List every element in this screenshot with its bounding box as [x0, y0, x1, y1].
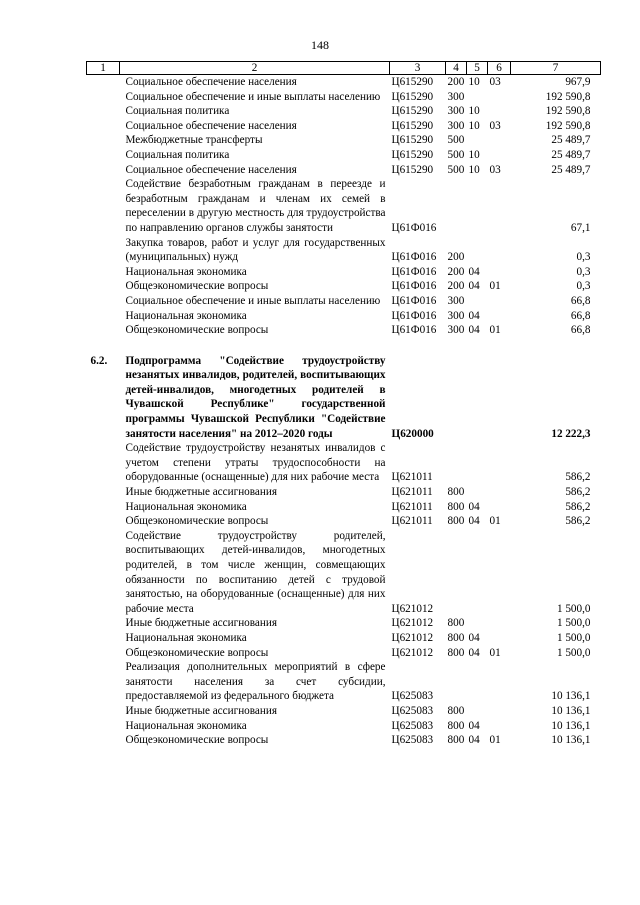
- row-name: Общеэкономические вопросы: [125, 646, 269, 659]
- row-col5: 04: [468, 265, 480, 278]
- row-amount: 10 136,1: [551, 704, 591, 717]
- row-col6: 03: [489, 163, 501, 176]
- row-col6: [488, 529, 511, 617]
- row-col5: 04: [468, 515, 480, 528]
- row-name: Национальная экономика: [125, 265, 247, 278]
- row-name: Общеэкономические вопросы: [125, 280, 269, 293]
- row-name: Национальная экономика: [125, 309, 247, 322]
- row-col5: 04: [468, 631, 480, 644]
- table-row: [87, 500, 601, 515]
- row-index: [87, 309, 120, 324]
- row-index: [87, 529, 120, 617]
- table-row: [87, 719, 601, 734]
- row-col5: 10: [468, 76, 480, 88]
- spacer-cell: [488, 338, 511, 354]
- row-col4: [446, 529, 467, 617]
- table-row: [87, 704, 601, 719]
- row-col5: [467, 294, 488, 309]
- row-col6: [488, 441, 511, 485]
- row-col6: 01: [489, 280, 501, 293]
- row-name: Подпрограмма "Содействие трудоустройству незанятых инвалидов, родителей, воспитывающих детей-инвалидов, многодетных родителей в Чувашской Республике" государственной программы Чувашской Республики "Содействие занятости населения" на 2012–2020 годы: [125, 354, 386, 440]
- row-amount: 66,8: [570, 294, 591, 307]
- table-row: [87, 148, 601, 163]
- spacer-cell: [511, 338, 601, 354]
- row-col5: [467, 354, 488, 442]
- row-col6: [488, 148, 511, 163]
- table-row: [87, 323, 601, 338]
- row-code: Ц61Ф016: [391, 265, 437, 278]
- row-col4: 800: [447, 515, 465, 528]
- row-col4: 800: [447, 646, 465, 659]
- row-code: Ц625083: [391, 719, 434, 732]
- row-code: Ц61Ф016: [391, 251, 437, 264]
- row-col4: 300: [447, 90, 465, 103]
- row-col4: 800: [447, 617, 465, 630]
- row-name: Общеэкономические вопросы: [125, 515, 269, 528]
- row-col6: 01: [489, 646, 501, 659]
- row-index: [87, 719, 120, 734]
- row-index: [87, 163, 120, 178]
- row-col4: 200: [447, 251, 465, 264]
- header-col-2: 2: [120, 62, 390, 75]
- row-code: Ц61Ф016: [391, 280, 437, 293]
- row-amount: 66,8: [570, 309, 591, 322]
- row-col4: 200: [447, 76, 465, 88]
- row-col4: 300: [447, 294, 465, 307]
- row-col4: 800: [447, 719, 465, 732]
- row-code: Ц61Ф016: [391, 324, 437, 337]
- row-col4: 800: [447, 734, 465, 747]
- row-col6: [488, 177, 511, 235]
- row-amount: 586,2: [565, 515, 591, 528]
- row-amount: 0,3: [576, 251, 591, 264]
- table-row: [87, 90, 601, 105]
- row-col4: [446, 660, 467, 704]
- row-name: Реализация дополнительных мероприятий в сфере занятости населения за счет субсидии, предоставляемой из федерального бюджета: [125, 661, 386, 703]
- table-row: [87, 660, 601, 704]
- row-amount: 1 500,0: [556, 602, 591, 615]
- row-name: Социальное обеспечение и иные выплаты населению: [125, 294, 381, 307]
- row-amount: 1 500,0: [556, 631, 591, 644]
- row-col6: [488, 485, 511, 500]
- table-row: [87, 485, 601, 500]
- spacer-cell: [120, 338, 390, 354]
- row-col4: 500: [447, 148, 465, 161]
- row-index: [87, 294, 120, 309]
- row-index: [87, 90, 120, 105]
- row-col4: [446, 441, 467, 485]
- header-col-3: 3: [390, 62, 446, 75]
- row-amount: 10 136,1: [551, 719, 591, 732]
- row-col6: [488, 133, 511, 148]
- header-col-7: 7: [511, 62, 601, 75]
- row-col4: 800: [447, 500, 465, 513]
- row-name: Общеэкономические вопросы: [125, 324, 269, 337]
- table-row: [87, 294, 601, 309]
- row-code: Ц625083: [391, 734, 434, 747]
- row-col4: 300: [447, 119, 465, 132]
- table-row: [87, 514, 601, 529]
- row-code: Ц625083: [391, 704, 434, 717]
- table-row: [87, 236, 601, 265]
- table-row: [87, 75, 601, 90]
- row-name: Иные бюджетные ассигнования: [125, 486, 277, 499]
- row-amount: 192 590,8: [545, 105, 591, 118]
- row-index: [87, 75, 120, 90]
- row-code: Ц61Ф016: [391, 309, 437, 322]
- row-index: [87, 616, 120, 631]
- row-name: Социальная политика: [125, 105, 230, 118]
- row-col5: [467, 236, 488, 265]
- row-col6: [488, 719, 511, 734]
- row-col5: 04: [468, 309, 480, 322]
- table-row: [87, 163, 601, 178]
- budget-table: [86, 61, 601, 748]
- row-code: Ц615290: [391, 76, 434, 88]
- row-col4: 800: [447, 486, 465, 499]
- row-col6: 01: [489, 324, 501, 337]
- row-code: Ц615290: [391, 105, 434, 118]
- row-code: Ц621011: [391, 515, 433, 528]
- table-row: [87, 133, 601, 148]
- row-code: Ц621012: [391, 602, 434, 615]
- row-amount: 67,1: [570, 221, 591, 234]
- row-col5: [467, 485, 488, 500]
- header-col-5: 5: [467, 62, 488, 75]
- row-col6: [488, 354, 511, 442]
- table-row: [87, 616, 601, 631]
- row-code: Ц621012: [391, 631, 434, 644]
- row-code: Ц621012: [391, 617, 434, 630]
- row-index: [87, 265, 120, 280]
- header-col-6: 6: [488, 62, 511, 75]
- row-name: Общеэкономические вопросы: [125, 734, 269, 747]
- row-col6: [488, 631, 511, 646]
- row-index: [87, 441, 120, 485]
- row-name: Закупка товаров, работ и услуг для государственных (муниципальных) нужд: [125, 236, 386, 264]
- row-col4: 800: [447, 631, 465, 644]
- header-col-4: 4: [446, 62, 467, 75]
- row-code: Ц621012: [391, 646, 434, 659]
- table-row: [87, 441, 601, 485]
- row-col4: [446, 354, 467, 442]
- table-row: [87, 309, 601, 324]
- row-col5: 04: [468, 280, 480, 293]
- row-col5: [467, 704, 488, 719]
- row-index: [87, 733, 120, 748]
- row-col5: [467, 441, 488, 485]
- row-name: Национальная экономика: [125, 631, 247, 644]
- row-col5: [467, 529, 488, 617]
- table-row: [87, 177, 601, 235]
- row-col5: [467, 133, 488, 148]
- row-index: [87, 148, 120, 163]
- row-amount: 10 136,1: [551, 690, 591, 703]
- row-index: [87, 104, 120, 119]
- table-row: [87, 279, 601, 294]
- row-amount: 10 136,1: [551, 734, 591, 747]
- row-col5: [467, 660, 488, 704]
- row-amount: 192 590,8: [545, 119, 591, 132]
- row-col4: [446, 177, 467, 235]
- row-col6: 03: [489, 76, 501, 88]
- row-amount: 1 500,0: [556, 617, 591, 630]
- row-index: [87, 704, 120, 719]
- row-col5: 10: [468, 163, 480, 176]
- page-number: 148: [311, 38, 329, 52]
- row-col6: [488, 265, 511, 280]
- row-code: Ц615290: [391, 134, 434, 147]
- row-amount: 1 500,0: [556, 646, 591, 659]
- row-col6: [488, 660, 511, 704]
- row-col5: [467, 90, 488, 105]
- row-col4: 800: [447, 704, 465, 717]
- row-code: Ц621011: [391, 486, 433, 499]
- row-code: Ц615290: [391, 163, 434, 176]
- row-code: Ц615290: [391, 119, 434, 132]
- row-col5: 10: [468, 119, 480, 132]
- row-amount: 586,2: [565, 471, 591, 484]
- row-index: [87, 119, 120, 134]
- row-index: [87, 631, 120, 646]
- row-col6: 01: [489, 515, 501, 528]
- row-code: Ц61Ф016: [391, 221, 437, 234]
- row-col5: 04: [468, 324, 480, 337]
- row-col6: [488, 500, 511, 515]
- row-code: Ц621011: [391, 500, 433, 513]
- table-body: [87, 75, 601, 748]
- row-code: Ц621011: [391, 471, 433, 484]
- row-index: [87, 500, 120, 515]
- row-name: Иные бюджетные ассигнования: [125, 704, 277, 717]
- row-col6: [488, 616, 511, 631]
- row-index: [87, 646, 120, 661]
- row-name: Национальная экономика: [125, 719, 247, 732]
- row-amount: 25 489,7: [551, 134, 591, 147]
- row-name: Содействие безработным гражданам в переезде и безработным гражданам и членам их семей в переселении в другую местность для трудоустройства по направлению органов службы занятости: [125, 178, 386, 234]
- table-row: [87, 104, 601, 119]
- table-row: [87, 733, 601, 748]
- table-row: [87, 646, 601, 661]
- row-col6: [488, 236, 511, 265]
- row-name: Социальное обеспечение населения: [125, 163, 297, 176]
- row-col4: 500: [447, 163, 465, 176]
- row-name: Социальное обеспечение населения: [125, 119, 297, 132]
- row-col6: [488, 704, 511, 719]
- spacer-cell: [390, 338, 446, 354]
- row-col5: [467, 177, 488, 235]
- table-row: [87, 119, 601, 134]
- row-name: Иные бюджетные ассигнования: [125, 617, 277, 630]
- row-col5: 04: [468, 646, 480, 659]
- row-amount: 0,3: [576, 265, 591, 278]
- row-amount: 12 222,3: [551, 427, 591, 440]
- row-code: Ц625083: [391, 690, 434, 703]
- row-col4: 300: [447, 105, 465, 118]
- row-code: Ц615290: [391, 90, 434, 103]
- row-code: Ц61Ф016: [391, 294, 437, 307]
- row-amount: 25 489,7: [551, 163, 591, 176]
- row-col6: [488, 294, 511, 309]
- table-row: [87, 529, 601, 617]
- row-col4: 300: [447, 324, 465, 337]
- row-amount: 586,2: [565, 486, 591, 499]
- row-name: Межбюджетные трансферты: [125, 134, 263, 147]
- row-col5: 10: [468, 148, 480, 161]
- spacer-cell: [467, 338, 488, 354]
- row-name: Содействие трудоустройству родителей, воспитывающих детей-инвалидов, многодетных родителей, в том числе женщин, совмещающих обязанности по воспитанию детей с трудовой занятостью, на оборудованные (оснащенные) для них рабочие места: [125, 529, 386, 615]
- row-amount: 586,2: [565, 500, 591, 513]
- row-amount: 192 590,8: [545, 90, 591, 103]
- row-col4: 300: [447, 309, 465, 322]
- row-amount: 0,3: [576, 280, 591, 293]
- row-index: [87, 660, 120, 704]
- row-name: Содействие трудоустройству незанятых инвалидов с учетом степени утраты трудоспособности на оборудованные (оснащенные) для них рабочие места: [125, 442, 386, 484]
- row-code: Ц620000: [391, 427, 434, 440]
- row-col6: 03: [489, 119, 501, 132]
- row-col5: 04: [468, 500, 480, 513]
- row-index: [87, 514, 120, 529]
- row-col4: 200: [447, 280, 465, 293]
- table-row: [87, 631, 601, 646]
- row-col6: [488, 90, 511, 105]
- row-code: Ц615290: [391, 148, 434, 161]
- row-index: [87, 236, 120, 265]
- spacer-cell: [446, 338, 467, 354]
- row-col4: 500: [447, 134, 465, 147]
- row-amount: 967,9: [565, 76, 591, 88]
- table-row: [87, 265, 601, 280]
- header-col-1: 1: [87, 62, 120, 75]
- row-amount: 25 489,7: [551, 148, 591, 161]
- spacer-cell: [87, 338, 120, 354]
- row-index: [87, 177, 120, 235]
- row-index: [87, 133, 120, 148]
- row-col5: [467, 616, 488, 631]
- row-index: [87, 323, 120, 338]
- row-col4: 200: [447, 265, 465, 278]
- row-col5: 04: [468, 719, 480, 732]
- row-name: Национальная экономика: [125, 500, 247, 513]
- row-index: [87, 485, 120, 500]
- row-name: Социальная политика: [125, 148, 230, 161]
- row-col6: [488, 104, 511, 119]
- row-col6: 01: [489, 734, 501, 747]
- row-amount: 66,8: [570, 324, 591, 337]
- row-name: Социальное обеспечение населения: [125, 76, 297, 88]
- header-row: [87, 62, 601, 75]
- row-col5: 10: [468, 105, 480, 118]
- row-name: Социальное обеспечение и иные выплаты населению: [125, 90, 381, 103]
- table-row: [87, 354, 601, 442]
- row-col5: 04: [468, 734, 480, 747]
- spacer-row: [87, 338, 601, 354]
- row-col6: [488, 309, 511, 324]
- row-index: 6.2.: [90, 354, 108, 367]
- row-index: [87, 279, 120, 294]
